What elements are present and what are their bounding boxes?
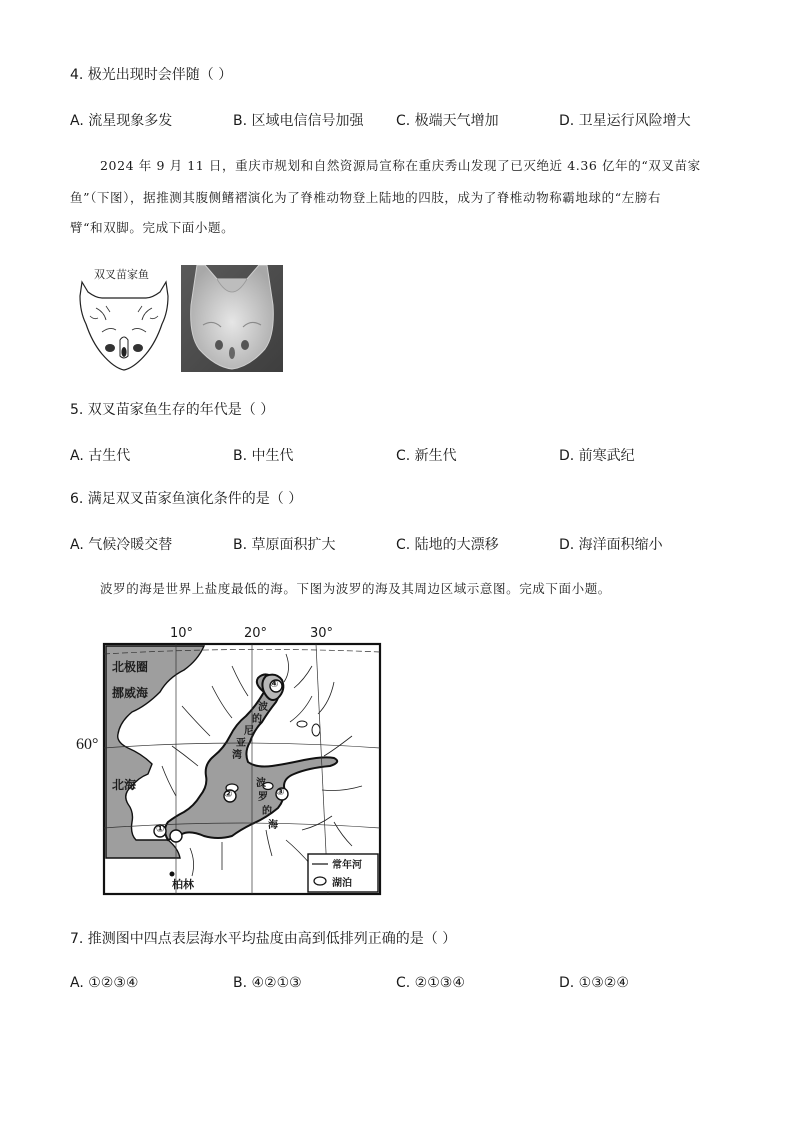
question-7-option-a: A. ①②③④ [70, 975, 139, 991]
question-6-stem: 6. 满足双叉苗家鱼演化条件的是（ ） [70, 491, 303, 507]
passage-1-line-3: 臂“和双脚。完成下面小题。 [70, 220, 235, 235]
fish-photo [181, 265, 283, 372]
label-bothnia-3: 尼 [244, 726, 254, 737]
question-7-option-c: C. ②①③④ [396, 975, 465, 991]
question-5-option-d: D. 前寒武纪 [559, 448, 635, 464]
question-4-option-c: C. 极端天气增加 [396, 113, 499, 129]
passage-1-line-2: 鱼”（下图），据推测其腹侧鳍褶演化为了脊椎动物登上陆地的四肢，成为了脊椎动物称霸地球的“左膀右 [70, 190, 661, 205]
question-5-option-b: B. 中生代 [233, 448, 294, 464]
question-7-option-b: B. ④②①③ [233, 975, 302, 991]
lon-label-30: 30° [310, 626, 334, 641]
question-5-option-a: A. 古生代 [70, 448, 131, 464]
label-baltic-4: 海 [268, 820, 278, 831]
label-baltic-1: 波 [256, 778, 266, 789]
question-6-option-c: C. 陆地的大漂移 [396, 537, 499, 553]
question-4-option-d: D. 卫星运行风险增大 [559, 113, 691, 129]
fish-figure-label: 双叉苗家鱼 [94, 268, 149, 281]
question-4-option-b: B. 区域电信信号加强 [233, 113, 364, 129]
label-baltic-3: 的 [262, 806, 272, 817]
question-6-option-d: D. 海洋面积缩小 [559, 537, 663, 553]
label-bothnia-4: 亚 [236, 738, 246, 749]
point-4: ④ [270, 679, 279, 690]
label-north-sea-1: 北海 [112, 778, 137, 792]
passage-2-line-1: 波罗的海是世界上盐度最低的海。下图为波罗的海及其周边区域示意图。完成下面小题。 [100, 581, 611, 596]
label-bothnia-5: 湾 [232, 750, 242, 761]
lat-label-60: 60° [76, 736, 99, 753]
lon-label-10: 10° [170, 626, 194, 641]
point-1: ① [156, 824, 165, 835]
fossil-photo-icon [181, 265, 283, 372]
question-5-stem: 5. 双叉苗家鱼生存的年代是（ ） [70, 402, 275, 418]
question-5-option-c: C. 新生代 [396, 448, 457, 464]
baltic-sea-map [72, 626, 390, 898]
passage-1-line-1: 2024 年 9 月 11 日，重庆市规划和自然资源局宣称在重庆秀山发现了已灭绝近 4.36 亿年的“双叉苗家 [100, 158, 701, 173]
legend-river-label: 常年河 [332, 860, 362, 871]
question-7-stem: 7. 推测图中四点表层海水平均盐度由高到低排列正确的是（ ） [70, 931, 457, 947]
question-4-option-a: A. 流星现象多发 [70, 113, 173, 129]
label-baltic-2: 罗 [258, 792, 268, 803]
label-norwegian-sea: 挪威海 [112, 686, 149, 700]
label-bothnia-2: 的 [252, 714, 262, 725]
label-bothnia-1: 波 [258, 702, 268, 713]
label-berlin: 柏林 [172, 878, 194, 891]
question-4-stem: 4. 极光出现时会伴随（ ） [70, 67, 233, 83]
lon-label-20: 20° [244, 626, 268, 641]
question-6-option-b: B. 草原面积扩大 [233, 537, 336, 553]
label-arctic-circle: 北极圈 [112, 660, 149, 674]
question-7-option-d: D. ①③②④ [559, 975, 629, 991]
point-3: ③ [276, 787, 285, 798]
legend-lake-label: 湖泊 [332, 878, 352, 889]
point-2: ② [224, 789, 233, 800]
question-6-option-a: A. 气候冷暖交替 [70, 537, 173, 553]
